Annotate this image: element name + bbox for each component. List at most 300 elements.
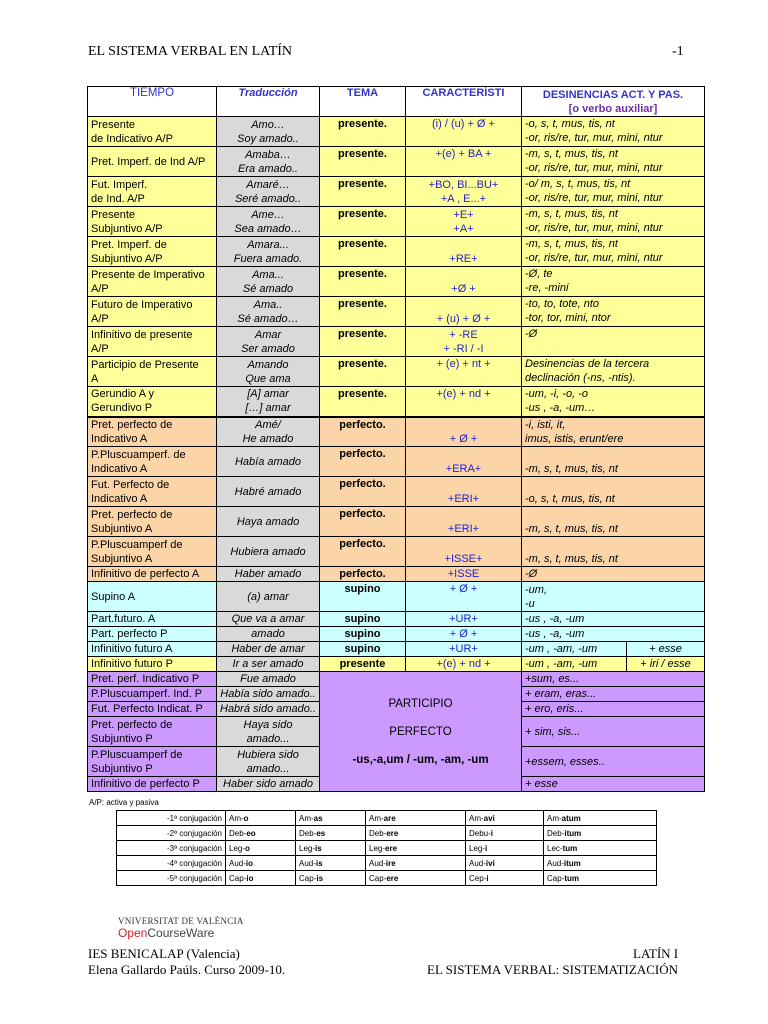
cell-traduccion — [217, 237, 320, 267]
form-ending: avi — [483, 813, 495, 823]
cell-tiempo — [88, 297, 217, 327]
cell-traduccion — [217, 327, 320, 357]
cell-line: Haya sido — [243, 718, 293, 731]
cell-line: -Ø, te — [525, 268, 553, 280]
header-tema: TEMA — [320, 87, 406, 117]
cell-traduccion — [217, 612, 320, 627]
cell-line: Infinitivo de perfecto P — [91, 778, 200, 790]
form-ending: is — [315, 843, 322, 853]
cell-line: Futuro de Imperativo — [91, 298, 193, 311]
form-stem: Lec- — [547, 843, 563, 853]
cell-line: Presente — [91, 208, 136, 221]
cell-line: presente. — [338, 328, 387, 340]
cell-line: Gerundivo P — [91, 402, 153, 415]
participio-endings: -us,-a,um / -um, -am, -um — [352, 753, 489, 766]
header-desinencias — [522, 87, 705, 117]
cell-line: + -RI / -I — [443, 343, 484, 355]
cell-desinencias — [522, 567, 705, 582]
table-row — [88, 657, 705, 672]
header-desinencias-sub: [o verbo auxiliar] — [568, 102, 658, 115]
cell-tema — [320, 267, 406, 297]
cell-line: Subjuntivo A — [91, 552, 153, 565]
cell-line: Pret. perfecto de — [91, 418, 173, 431]
table-row — [88, 207, 705, 237]
cell-line: -to, to, tote, nto — [525, 298, 599, 310]
table-row — [88, 537, 705, 567]
cell-tiempo — [88, 657, 217, 672]
cell-traduccion — [217, 582, 320, 612]
cell-line: -re, -mini — [525, 282, 569, 294]
cell-line: A/P — [91, 342, 109, 355]
conjugation-form — [544, 811, 657, 826]
desinencias-value: -um , -am, -um — [522, 657, 627, 671]
verb-system-table — [87, 86, 705, 792]
cell-tiempo — [88, 687, 217, 702]
cell-traduccion — [217, 642, 320, 657]
cell-desinencias — [522, 267, 705, 297]
cell-traduccion — [217, 297, 320, 327]
conjugation-form — [544, 841, 657, 856]
cell-tema — [320, 537, 406, 567]
cell-line: -m, s, t, mus, tis, nt — [525, 463, 618, 475]
cell-caracteristica — [406, 627, 522, 642]
cell-line: +sum, es... — [525, 673, 580, 685]
cell-desinencias — [522, 687, 705, 702]
form-stem: Debu- — [469, 828, 491, 838]
form-ending: o — [245, 843, 250, 853]
form-stem: Aud- — [547, 858, 564, 868]
form-ending: atum — [561, 813, 581, 823]
cell-line: Gerundio A y — [91, 388, 154, 401]
cell-line: -o, s, t, mus, tis, nt — [525, 493, 615, 505]
cell-line: +ISSE — [447, 568, 480, 580]
cell-line: […] amar — [245, 402, 291, 415]
cell-line: supino — [344, 643, 381, 655]
cell-caracteristica — [406, 297, 522, 327]
cell-line: Presente de Imperativo — [91, 268, 205, 281]
cell-traduccion — [217, 717, 320, 747]
cell-line: presente. — [338, 358, 387, 370]
form-ending: are — [383, 813, 396, 823]
cell-desinencias — [522, 657, 705, 672]
conjugation-label: -5ª conjugación — [117, 871, 226, 886]
cell-line: -Ø — [525, 328, 538, 340]
cell-tiempo — [88, 747, 217, 777]
cell-line: Ser amado — [241, 342, 295, 355]
cell-desinencias — [522, 387, 705, 417]
cell-line: de Indicativo A/P — [91, 132, 173, 145]
cell-line: Subjuntivo A — [91, 522, 153, 535]
cell-desinencias — [522, 417, 705, 447]
cell-line: perfecto. — [339, 508, 386, 520]
cell-desinencias — [522, 477, 705, 507]
conjugation-form — [366, 811, 466, 826]
cell-line: imus, istis, erunt/ere — [525, 433, 624, 445]
form-stem: Leg- — [229, 843, 246, 853]
cell-tema — [320, 477, 406, 507]
table-row — [88, 507, 705, 537]
table-row — [88, 327, 705, 357]
cell-line: Amaré… — [246, 178, 290, 191]
table-row — [88, 417, 705, 447]
cell-tema — [320, 117, 406, 147]
table-row — [88, 177, 705, 207]
cell-line: perfecto. — [339, 538, 386, 550]
cell-desinencias — [522, 537, 705, 567]
cell-line: -us , -a, -um… — [525, 402, 596, 414]
cell-desinencias — [522, 717, 705, 747]
cell-tema — [320, 567, 406, 582]
cell-traduccion — [217, 777, 320, 792]
cell-line: presente. — [338, 268, 387, 280]
cell-line: perfecto. — [339, 448, 386, 460]
table-row — [88, 297, 705, 327]
footer-subject: EL SISTEMA VERBAL: SISTEMATIZACIÓN — [427, 962, 678, 977]
conjugation-form — [544, 826, 657, 841]
cell-tiempo — [88, 717, 217, 747]
cell-line: -or, ris/re, tur, mur, mini, ntur — [525, 162, 663, 174]
cell-line: Haber sido amado — [223, 778, 313, 790]
cell-line: Pret. Imperf. de — [91, 238, 167, 251]
cell-line: + sim, sis... — [525, 725, 581, 738]
cell-line: -or, ris/re, tur, mur, mini, ntur — [525, 192, 663, 204]
cell-caracteristica — [406, 177, 522, 207]
cell-line: presente. — [338, 118, 387, 130]
cell-caracteristica — [406, 507, 522, 537]
legend-note: A/P: activa y pasiva — [89, 798, 159, 807]
cell-caracteristica — [406, 267, 522, 297]
cell-line: -or, ris/re, tur, mur, mini, ntur — [525, 222, 663, 234]
form-stem: Leg- — [369, 843, 386, 853]
cell-caracteristica — [406, 657, 522, 672]
cell-line: +essem, esses.. — [525, 755, 605, 768]
cell-tema — [320, 147, 406, 177]
cell-line: Hubiera sido — [237, 748, 299, 761]
cell-traduccion — [217, 147, 320, 177]
cell-line: +RE+ — [449, 253, 478, 265]
cell-traduccion — [217, 117, 320, 147]
table-row — [88, 237, 705, 267]
conjugation-form — [544, 856, 657, 871]
cell-line: Infinitivo futuro A — [91, 643, 173, 655]
cell-line: Ame… — [251, 208, 285, 221]
form-stem: Deb- — [369, 828, 387, 838]
cell-line: presente. — [338, 208, 387, 220]
form-ending: es — [316, 828, 326, 838]
cell-line: Haber amado — [234, 568, 302, 580]
cell-line: + ero, eris... — [525, 703, 584, 715]
cell-traduccion — [217, 507, 320, 537]
form-ending: ire — [385, 858, 396, 868]
header-desinencias-title: DESINENCIAS ACT. Y PAS. — [542, 88, 684, 101]
cell-tema — [320, 612, 406, 627]
cell-traduccion — [217, 387, 320, 417]
conjugation-form — [226, 871, 296, 886]
cell-line: Pret. Imperf. de Ind A/P — [91, 155, 206, 168]
cell-caracteristica — [406, 582, 522, 612]
cell-line: amado... — [246, 762, 290, 775]
form-ending: itum — [564, 828, 582, 838]
cell-line: supino — [344, 613, 381, 625]
cell-tiempo — [88, 672, 217, 687]
cell-tiempo — [88, 207, 217, 237]
cell-tiempo — [88, 777, 217, 792]
cell-line: +A , E...+ — [440, 193, 487, 205]
cell-line: Que va a amar — [231, 613, 305, 625]
cell-caracteristica — [406, 477, 522, 507]
conjugation-row — [117, 856, 657, 871]
header-tiempo: TIEMPO — [88, 87, 217, 117]
cell-line: amado... — [246, 732, 290, 745]
cell-line: Amo… — [251, 118, 285, 131]
cell-caracteristica — [406, 117, 522, 147]
cell-line: +A+ — [453, 223, 474, 235]
cell-line: Indicativo A — [91, 432, 148, 445]
cell-line: Amé/ — [255, 418, 281, 431]
cell-tema — [320, 177, 406, 207]
header-traduccion: Traducción — [217, 87, 320, 117]
cell-desinencias — [522, 357, 705, 387]
university-logo — [118, 916, 244, 940]
table-row — [88, 582, 705, 612]
cell-traduccion — [217, 447, 320, 477]
cell-line: Ama... — [252, 268, 284, 281]
cell-line: (i) / (u) + Ø + — [432, 118, 495, 130]
cell-line: (a) amar — [247, 590, 289, 603]
cell-traduccion — [217, 687, 320, 702]
conjugation-label: -2ª conjugación — [117, 826, 226, 841]
cell-traduccion — [217, 477, 320, 507]
logo-university-name: VNIVERSITAT DE VALÈNCIA — [118, 916, 244, 926]
cell-line: Que ama — [245, 372, 291, 385]
form-stem: Cap- — [369, 873, 387, 883]
cell-line: Ir a ser amado — [232, 658, 304, 670]
cell-tiempo — [88, 177, 217, 207]
cell-tiempo — [88, 477, 217, 507]
cell-line: Fut. Perfecto Indicat. P — [91, 703, 203, 715]
cell-traduccion — [217, 267, 320, 297]
form-stem: Cap- — [229, 873, 247, 883]
cell-line: Amara... — [247, 238, 289, 251]
desinencias-value: -um , -am, -um — [522, 642, 627, 656]
cell-line: supino — [344, 628, 381, 640]
cell-line: Amando — [247, 358, 289, 371]
cell-line: +(e) + BA + — [435, 148, 492, 160]
form-stem: Am- — [299, 813, 314, 823]
cell-desinencias — [522, 237, 705, 267]
cell-tema — [320, 627, 406, 642]
conjugation-table — [116, 810, 657, 886]
cell-line: Fuera amado. — [233, 252, 303, 265]
cell-line: +E+ — [453, 209, 474, 221]
cell-line: [A] amar — [247, 388, 289, 401]
conjugation-form — [296, 826, 366, 841]
cell-caracteristica — [406, 237, 522, 267]
form-stem: Am- — [229, 813, 244, 823]
participio-cell — [320, 672, 522, 792]
conjugation-form — [466, 826, 544, 841]
cell-line: Pret. perfecto de — [91, 508, 173, 521]
cell-line: Sé amado… — [237, 312, 299, 325]
conjugation-row — [117, 841, 657, 856]
cell-line: +ERI+ — [447, 523, 480, 535]
cell-line: Subjuntivo A/P — [91, 252, 163, 265]
cell-tema — [320, 327, 406, 357]
conjugation-form — [226, 811, 296, 826]
cell-line: -u — [525, 598, 535, 610]
form-ending: io — [246, 873, 254, 883]
cell-tiempo — [88, 627, 217, 642]
cell-line: presente. — [338, 148, 387, 160]
cell-line: Habrá sido amado.. — [220, 703, 316, 715]
cell-caracteristica — [406, 147, 522, 177]
conjugation-label: -4ª conjugación — [117, 856, 226, 871]
form-stem: Deb- — [299, 828, 317, 838]
cell-desinencias — [522, 747, 705, 777]
cell-line: Habré amado — [234, 485, 302, 498]
auxiliary-value: + iri / esse — [640, 658, 691, 670]
conjugation-form — [466, 811, 544, 826]
cell-line: He amado — [242, 432, 294, 445]
cell-tiempo — [88, 267, 217, 297]
cell-desinencias — [522, 147, 705, 177]
form-stem: Aud- — [469, 858, 486, 868]
cell-desinencias — [522, 672, 705, 687]
cell-line: Pret. perf. Indicativo P — [91, 673, 200, 685]
form-ending: ere — [386, 873, 399, 883]
form-stem: Leg- — [469, 843, 486, 853]
cell-line: -um, — [525, 584, 547, 596]
conjugation-form — [544, 871, 657, 886]
form-stem: Cap- — [547, 873, 565, 883]
cell-tema — [320, 507, 406, 537]
cell-line: + (e) + nt + — [436, 358, 491, 370]
conjugation-row — [117, 826, 657, 841]
form-ending: i — [486, 873, 489, 883]
cell-desinencias — [522, 177, 705, 207]
cell-line: + (u) + Ø + — [436, 313, 491, 325]
cell-line: +(e) + nd + — [436, 658, 491, 670]
cell-tiempo — [88, 582, 217, 612]
cell-tema — [320, 642, 406, 657]
cell-line: Seré amado.. — [234, 192, 302, 205]
cell-line: -m, s, t, mus, tis, nt — [525, 148, 618, 160]
cell-tiempo — [88, 147, 217, 177]
form-ending: is — [315, 858, 323, 868]
cell-line: +UR+ — [449, 613, 478, 625]
cell-line: +Ø + — [451, 283, 476, 295]
cell-tiempo — [88, 237, 217, 267]
table-row — [88, 612, 705, 627]
form-ending: i — [485, 843, 488, 853]
form-ending: as — [313, 813, 323, 823]
form-ending: eo — [246, 828, 256, 838]
cell-line: Indicativo A — [91, 492, 148, 505]
cell-line: + Ø + — [449, 433, 478, 445]
cell-desinencias — [522, 702, 705, 717]
cell-traduccion — [217, 177, 320, 207]
cell-line: presente. — [338, 388, 387, 400]
cell-line: presente. — [338, 238, 387, 250]
cell-desinencias — [522, 642, 705, 657]
cell-caracteristica — [406, 537, 522, 567]
cell-line: -o, s, t, mus, tis, nt — [525, 118, 615, 130]
cell-line: Fut. Perfecto de — [91, 478, 170, 491]
conjugation-form — [226, 856, 296, 871]
footer-author: Elena Gallardo Paúls. Curso 2009-10. — [88, 962, 286, 977]
table-row — [88, 672, 705, 687]
cell-caracteristica — [406, 327, 522, 357]
cell-line: A/P — [91, 312, 109, 325]
conjugation-form — [466, 856, 544, 871]
cell-line: Haya amado — [236, 515, 300, 528]
cell-tiempo — [88, 117, 217, 147]
cell-tema — [320, 357, 406, 387]
cell-tema — [320, 417, 406, 447]
logo-ocw — [118, 926, 244, 940]
form-ending: itum — [563, 858, 581, 868]
cell-line: +ERA+ — [445, 463, 482, 475]
cell-line: supino — [344, 583, 381, 595]
cell-traduccion — [217, 567, 320, 582]
cell-traduccion — [217, 672, 320, 687]
cell-line: perfecto. — [339, 418, 386, 431]
form-stem: Aud- — [369, 858, 386, 868]
cell-line: +UR+ — [449, 643, 478, 655]
table-row — [88, 147, 705, 177]
cell-line: P.Pluscuamperf. Ind. P — [91, 688, 203, 700]
cell-desinencias — [522, 117, 705, 147]
cell-line: -or, ris/re, tur, mur, mini, ntur — [525, 132, 663, 144]
cell-tema — [320, 582, 406, 612]
cell-line: Ama.. — [253, 298, 283, 311]
cell-line: amado — [251, 628, 285, 640]
cell-line: Presente — [91, 118, 136, 131]
cell-tiempo — [88, 507, 217, 537]
cell-line: Amar — [254, 328, 282, 341]
logo-ocw-courseware: CourseWare — [147, 926, 215, 940]
table-row — [88, 567, 705, 582]
conjugation-form — [296, 871, 366, 886]
table-row — [88, 267, 705, 297]
cell-desinencias — [522, 582, 705, 612]
cell-tema — [320, 297, 406, 327]
conjugation-label: -1ª conjugación — [117, 811, 226, 826]
cell-line: P.Pluscuamperf de — [91, 748, 183, 761]
form-ending: ere — [385, 843, 398, 853]
cell-caracteristica — [406, 642, 522, 657]
cell-tema — [320, 207, 406, 237]
cell-tema — [320, 447, 406, 477]
desinencias-split — [522, 642, 704, 656]
table-row — [88, 477, 705, 507]
cell-line: -i, isti, it, — [525, 419, 566, 431]
cell-line: presente — [339, 658, 386, 670]
cell-traduccion — [217, 627, 320, 642]
cell-line: -m, s, t, mus, tis, nt — [525, 238, 618, 250]
document-title: EL SISTEMA VERBAL EN LATÍN — [88, 44, 293, 59]
cell-desinencias — [522, 777, 705, 792]
participio-line: PERFECTO — [389, 725, 452, 738]
cell-line: + esse — [525, 778, 558, 790]
form-stem: Aud- — [299, 858, 316, 868]
cell-desinencias — [522, 612, 705, 627]
cell-line: P.Pluscuamperf. de — [91, 448, 186, 461]
form-stem: Am- — [469, 813, 484, 823]
cell-traduccion — [217, 207, 320, 237]
cell-line: Subjuntivo P — [91, 762, 153, 775]
form-stem: Aud- — [229, 858, 246, 868]
